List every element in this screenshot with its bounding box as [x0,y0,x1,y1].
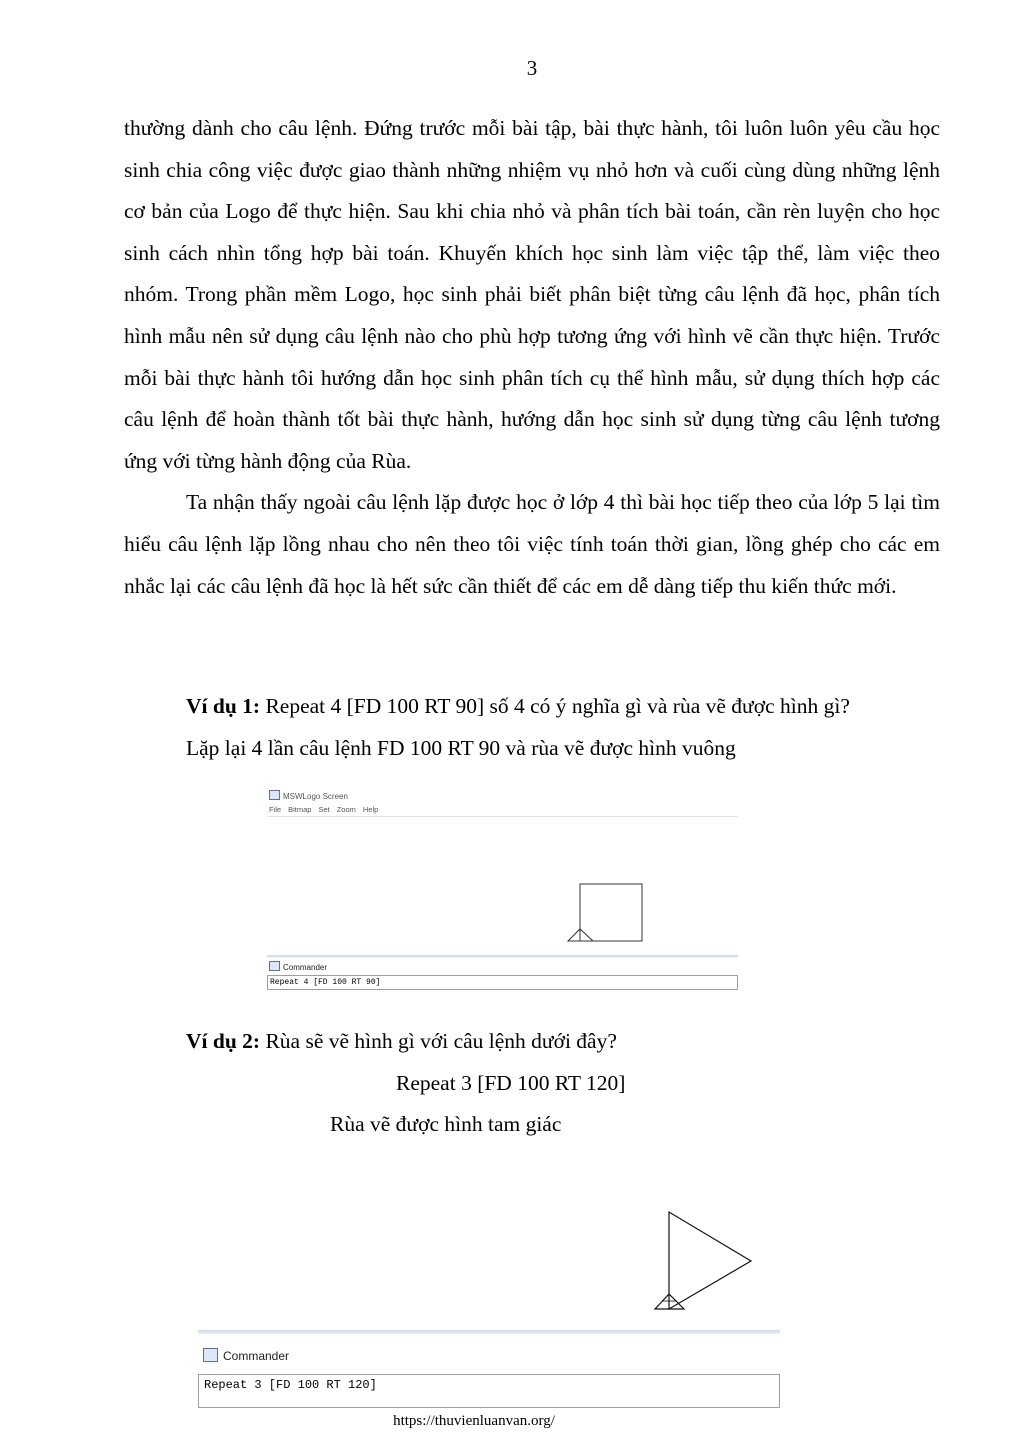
example-2-question-text: Rùa sẽ vẽ hình gì với câu lệnh dưới đây? [260,1029,617,1053]
menu-item-bitmap[interactable]: Bitmap [288,805,312,814]
commander-title-text-2: Commander [223,1349,290,1363]
commander-band [267,955,738,958]
menu-item-help[interactable]: Help [362,805,379,814]
commander-title [269,961,327,972]
command-input-2[interactable]: Repeat 3 [FD 100 RT 120] [198,1374,780,1408]
body-text [124,108,940,607]
mswlogo-screenshot [267,788,738,992]
commander-icon-2 [203,1348,218,1362]
page-number: 3 [526,56,538,80]
square-drawing [267,788,738,992]
commander-band-2 [198,1330,780,1334]
triangle-shape [669,1212,751,1309]
commander-title-2 [203,1348,289,1363]
example-1-question [186,694,850,719]
example-2-command: Repeat 3 [FD 100 RT 120] [396,1071,626,1095]
example-1-label: Ví dụ 1: [186,694,261,718]
window-title-text: MSWLogo Screen [283,792,348,801]
commander-screenshot [198,1330,780,1408]
commander-icon [269,961,280,971]
menu-item-set[interactable]: Set [318,805,330,814]
menu-item-file[interactable]: File [269,805,282,814]
paragraph-1: thường dành cho câu lệnh. Đứng trước mỗi bài tập, bài thực hành, tôi luôn luôn yêu cầu học sinh chia công việc được giao thành những nhiệm vụ nhỏ hơn và cuối cùng dùng những lệnh cơ bản của Logo để thực hiện. Sau khi chia nhỏ và phân tích bài toán, cần rèn luyện cho học sinh cách nhìn tổng hợp bài toán. Khuyến khích học sinh làm việc tập thể, làm việc theo nhóm. Trong phần mềm Logo, học sinh phải biết phân biệt từng câu lệnh đã học, phân tích hình mẫu nên sử dụng câu lệnh nào cho phù hợp tương ứng với hình vẽ cần thực hiện. Trước mỗi bài thực hành tôi hướng dẫn học sinh phân tích cụ thể hình mẫu, sử dụng thích hợp các câu lệnh để hoàn thành tốt bài thực hành, hướng dẫn học sinh sử dụng từng câu lệnh tương ứng với từng hành động của Rùa. [124,116,940,473]
turtle-icon-2 [655,1294,684,1309]
example-1-question-text: Repeat 4 [FD 100 RT 90] số 4 có ý nghĩa gì và rùa vẽ được hình gì? [260,694,850,718]
footer-url[interactable]: https://thuvienluanvan.org/ [393,1413,555,1429]
example-2-answer: Rùa vẽ được hình tam giác [330,1112,562,1136]
commander-title-text: Commander [283,963,328,972]
square-shape [580,884,642,941]
paragraph-2: Ta nhận thấy ngoài câu lệnh lặp được học ở lớp 4 thì bài học tiếp theo của lớp 5 lại tìm hiểu câu lệnh lặp lồng nhau cho nên theo tôi việc tính toán thời gian, lồng ghép cho các em nhắc lại các câu lệnh đã học là hết sức cần thiết để các em dễ dàng tiếp thu kiến thức mới. [124,490,940,598]
menu-item-zoom[interactable]: Zoom [336,805,356,814]
example-2-label: Ví dụ 2: [186,1029,261,1053]
example-1-answer: Lặp lại 4 lần câu lệnh FD 100 RT 90 và rùa vẽ được hình vuông [186,736,736,760]
example-2-question [186,1029,617,1054]
command-input[interactable]: Repeat 4 [FD 100 RT 90] [267,975,738,990]
